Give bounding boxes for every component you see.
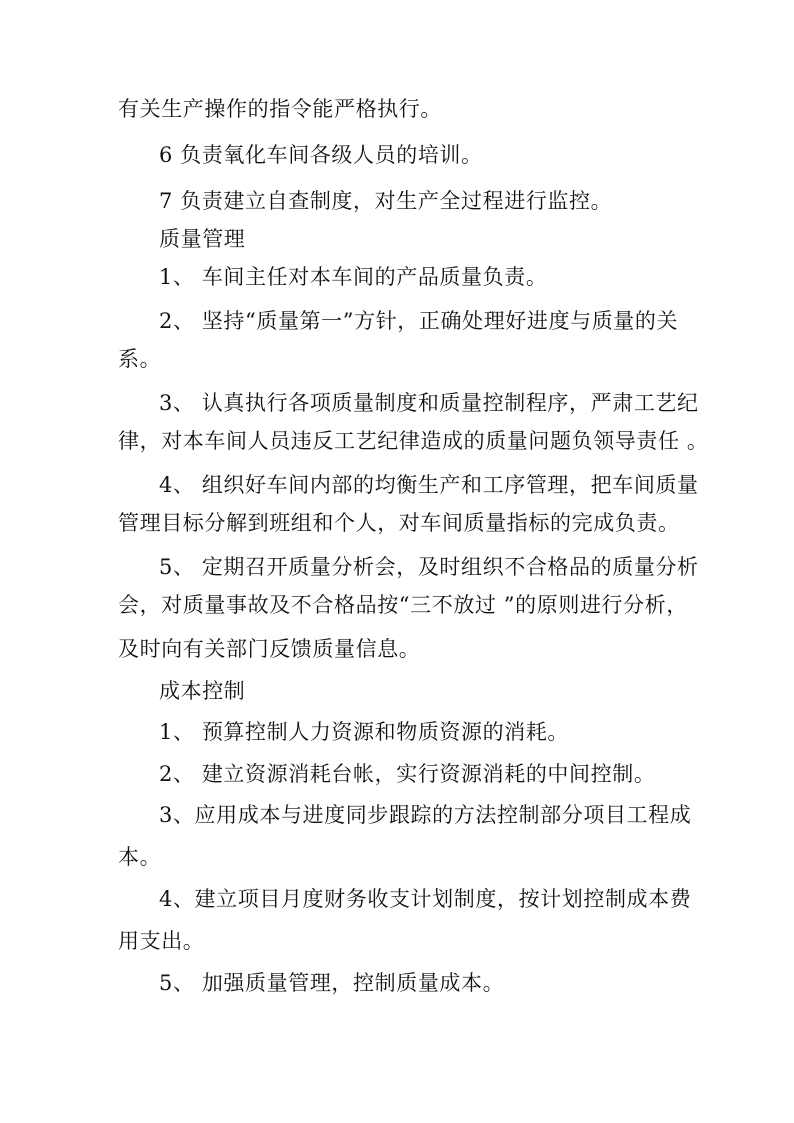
text-line-2: 6 负责氧化车间各级人员的培训。 (159, 143, 483, 167)
text-line-18: 3、应用成本与进度同步跟踪的方法控制部分项目工程成 (159, 803, 692, 827)
text-line-22: 5、 加强质量管理，控制质量成本。 (159, 971, 505, 995)
text-line-11: 管理目标分解到班组和个人，对车间质量指标的完成负责。 (118, 511, 680, 535)
text-line-1: 有关生产操作的指令能严格执行。 (118, 97, 442, 121)
text-line-6: 2、 坚持“质量第一”方针，正确处理好进度与质量的关 (159, 309, 679, 333)
text-line-16: 1、 预算控制人力资源和物质资源的消耗。 (159, 720, 570, 744)
text-line-13: 会，对质量事故及不合格品按“三不放过 ”的原则进行分析， (118, 593, 688, 617)
text-line-5: 1、 车间主任对本车间的产品质量负责。 (159, 265, 548, 289)
text-line-10: 4、 组织好车间内部的均衡生产和工序管理，把车间质量 (159, 473, 699, 497)
text-line-12: 5、 定期召开质量分析会，及时组织不合格品的质量分析 (159, 555, 699, 579)
text-line-17: 2、 建立资源消耗台帐，实行资源消耗的中间控制。 (159, 762, 656, 786)
text-line-14: 及时向有关部门反馈质量信息。 (118, 637, 421, 661)
text-line-20: 4、建立项目月度财务收支计划制度，按计划控制成本费 (159, 887, 692, 911)
text-line-9: 律，对本车间人员违反工艺纪律造成的质量问题负领导责任 。 (118, 429, 709, 453)
text-line-7: 系。 (118, 347, 162, 371)
text-line-8: 3、 认真执行各项质量制度和质量控制程序，严肃工艺纪 (159, 391, 699, 415)
section-heading-quality: 质量管理 (159, 227, 246, 251)
text-line-21: 用支出。 (118, 929, 205, 953)
text-line-3: 7 负责建立自查制度，对生产全过程进行监控。 (159, 189, 613, 213)
text-line-19: 本。 (118, 845, 162, 869)
section-heading-cost: 成本控制 (159, 679, 246, 703)
